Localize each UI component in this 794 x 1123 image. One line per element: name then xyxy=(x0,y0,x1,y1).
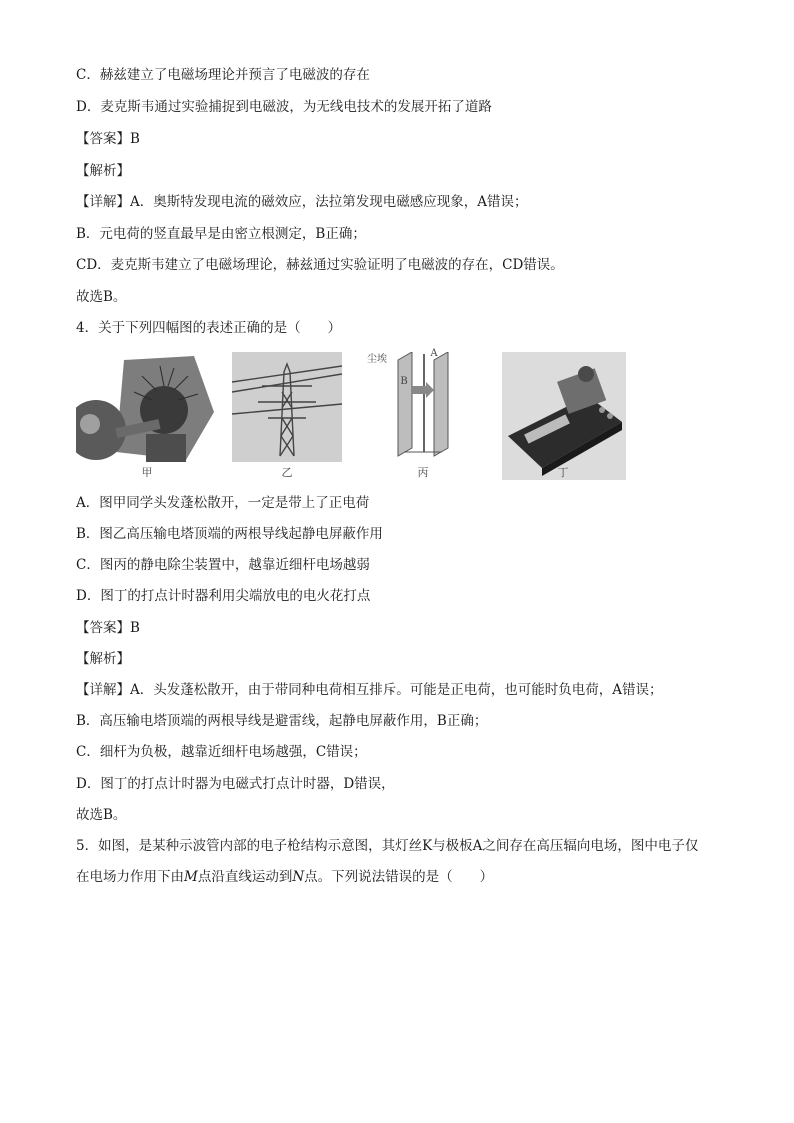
q4-option-c: C．图丙的静电除尘装置中，越靠近细杆电场越弱 xyxy=(76,557,370,573)
q5-text-a: 在电场力作用下由 xyxy=(76,869,184,885)
q4-figures xyxy=(76,348,636,482)
q5-stem-line-2 xyxy=(76,868,493,886)
caption-jia: 甲 xyxy=(141,466,153,479)
figure-ding-image xyxy=(502,352,626,480)
q4-detail-1: 【详解】A．头发蓬松散开，由于带同种电荷相互排斥。可能是正电荷，也可能时负电荷，A错误； xyxy=(76,682,663,698)
caption-ding: 丁 xyxy=(557,466,569,479)
q3-option-c: C．赫兹建立了电磁场理论并预言了电磁波的存在 xyxy=(76,67,370,83)
q4-option-a: A．图甲同学头发蓬松散开，一定是带上了正电荷 xyxy=(76,495,370,511)
figure-yi-image xyxy=(232,352,342,462)
q4-detail-4: D．图丁的打点计时器为电磁式打点计时器，D错误， xyxy=(76,776,395,792)
q3-analysis-heading: 【解析】 xyxy=(76,163,130,179)
label-dust: 尘埃 xyxy=(367,354,387,365)
q5-text-b: 点沿直线运动到 xyxy=(197,869,293,885)
q4-answer: 【答案】B xyxy=(76,620,140,636)
q3-detail-3: CD．麦克斯韦建立了电磁场理论，赫兹通过实验证明了电磁波的存在，CD错误。 xyxy=(76,257,564,273)
q5-stem-line-1: 5．如图，是某种示波管内部的电子枪结构示意图，其灯丝K与极板A之间存在高压辐向电场，图中电子仅 xyxy=(76,838,699,854)
q3-conclusion: 故选B。 xyxy=(76,289,127,305)
q4-detail-2: B．高压输电塔顶端的两根导线是避雷线，起静电屏蔽作用，B正确； xyxy=(76,713,488,729)
q5-point-n: N xyxy=(292,869,305,885)
caption-bing: 丙 xyxy=(417,466,429,479)
q5-text-c: 点。下列说法错误的是（ ） xyxy=(304,869,494,885)
label-b: B xyxy=(400,376,408,387)
q3-detail-1: 【详解】A．奥斯特发现电流的磁效应，法拉第发现电磁感应现象，A错误； xyxy=(76,194,528,210)
figure-ding xyxy=(502,352,626,480)
q4-analysis-heading: 【解析】 xyxy=(76,651,130,667)
caption-yi: 乙 xyxy=(281,466,293,479)
q4-conclusion: 故选B。 xyxy=(76,807,127,823)
q3-option-d: D．麦克斯韦通过实验捕捉到电磁波，为无线电技术的发展开拓了道路 xyxy=(76,99,492,115)
figure-yi xyxy=(232,352,342,479)
figure-jia-image xyxy=(76,352,216,462)
q4-detail-3: C．细杆为负极，越靠近细杆电场越强，C错误； xyxy=(76,744,367,760)
q4-option-d: D．图丁的打点计时器利用尖端放电的电火花打点 xyxy=(76,588,371,604)
q3-answer: 【答案】B xyxy=(76,131,140,147)
q4-option-b: B．图乙高压输电塔顶端的两根导线起静电屏蔽作用 xyxy=(76,526,383,542)
figure-bing-image xyxy=(368,352,478,462)
figure-jia xyxy=(76,352,216,479)
q3-detail-2: B．元电荷的竖直最早是由密立根测定，B正确； xyxy=(76,226,366,242)
q5-point-m: M xyxy=(184,869,198,885)
figure-bing xyxy=(367,348,478,479)
label-a: A xyxy=(430,348,438,359)
q4-stem: 4．关于下列四幅图的表述正确的是（ ） xyxy=(76,320,342,336)
